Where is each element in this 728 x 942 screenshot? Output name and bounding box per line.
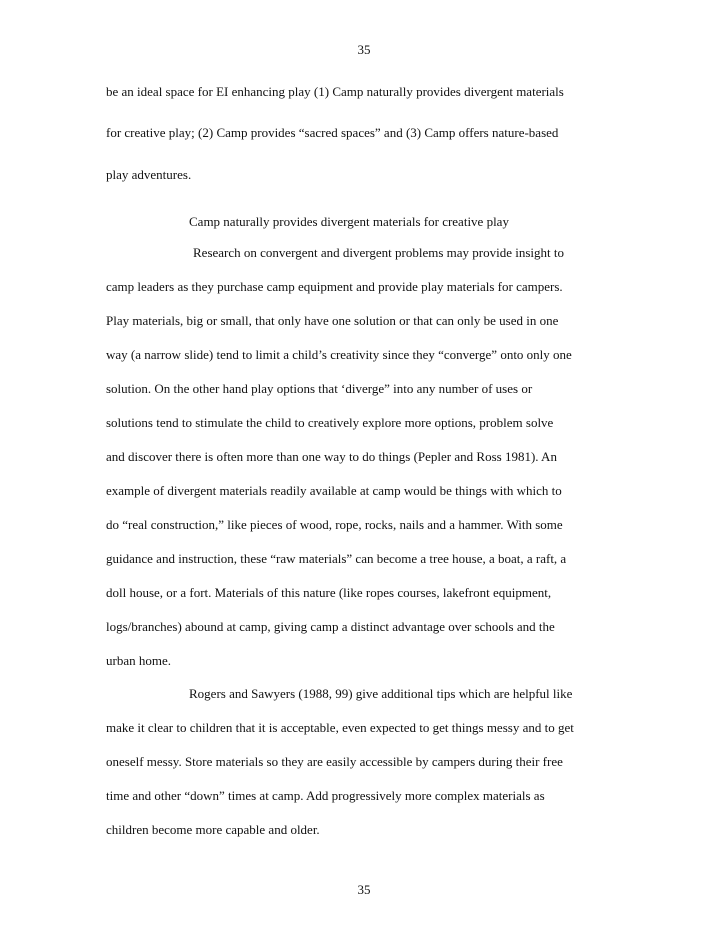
body-line: play adventures. bbox=[106, 167, 192, 182]
body-line: urban home. bbox=[106, 653, 171, 668]
body-line: time and other “down” times at camp. Add progressively more complex materials as bbox=[106, 788, 545, 803]
body-line: children become more capable and older. bbox=[106, 822, 320, 837]
body-line: for creative play; (2) Camp provides “sacred spaces” and (3) Camp offers nature-based bbox=[106, 125, 559, 140]
body-line: solution. On the other hand play options that ‘diverge” into any number of uses or bbox=[106, 381, 533, 396]
body-line: do “real construction,” like pieces of wood, rope, rocks, nails and a hammer. With some bbox=[106, 517, 563, 532]
body-line: way (a narrow slide) tend to limit a child’s creativity since they “converge” onto only one bbox=[106, 347, 572, 362]
body-line: Rogers and Sawyers (1988, 99) give additional tips which are helpful like bbox=[189, 686, 573, 701]
body-line: camp leaders as they purchase camp equipment and provide play materials for campers. bbox=[106, 279, 563, 294]
page-number-top: 35 bbox=[357, 42, 371, 57]
body-line: Research on convergent and divergent problems may provide insight to bbox=[193, 245, 565, 260]
body-line: guidance and instruction, these “raw materials” can become a tree house, a boat, a raft, a bbox=[106, 551, 567, 566]
section-heading: Camp naturally provides divergent materials for creative play bbox=[189, 214, 509, 229]
body-line: be an ideal space for EI enhancing play (1) Camp naturally provides divergent materials bbox=[106, 84, 564, 99]
body-line: and discover there is often more than one way to do things (Pepler and Ross 1981). An bbox=[106, 449, 557, 464]
body-line: logs/branches) abound at camp, giving camp a distinct advantage over schools and the bbox=[106, 619, 555, 634]
body-line: example of divergent materials readily available at camp would be things with which to bbox=[106, 483, 562, 498]
body-line: Play materials, big or small, that only have one solution or that can only be used in one bbox=[106, 313, 559, 328]
body-line: solutions tend to stimulate the child to creatively explore more options, problem solve bbox=[106, 415, 554, 430]
body-line: oneself messy. Store materials so they are easily accessible by campers during their free bbox=[106, 754, 563, 769]
body-line: make it clear to children that it is acceptable, even expected to get things messy and to get bbox=[106, 720, 574, 735]
body-line: doll house, or a fort. Materials of this nature (like ropes courses, lakefront equipment, bbox=[106, 585, 552, 600]
page-number-bottom: 35 bbox=[357, 882, 371, 897]
